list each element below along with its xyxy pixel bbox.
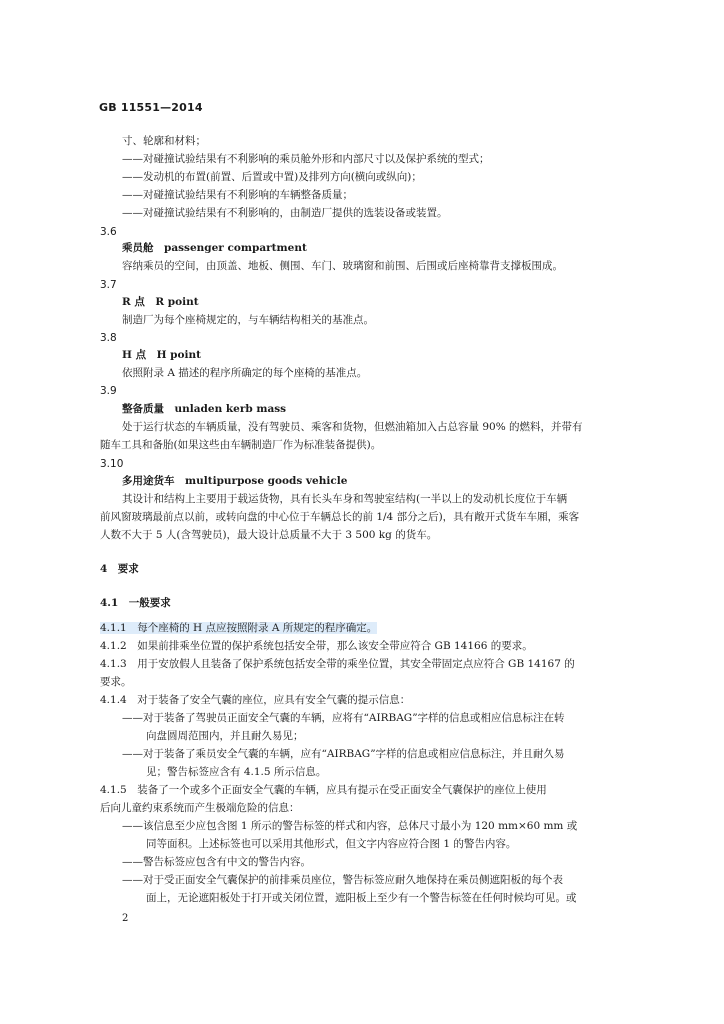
- requirement-text: 4.1.2 如果前排乘坐位置的保护系统包括安全带，那么该安全带应符合 GB 14166 的要求。: [100, 640, 533, 652]
- term-heading: H 点 H point: [122, 349, 201, 361]
- clause-number: 3.8: [100, 332, 117, 344]
- clause-number: 3.6: [100, 226, 117, 238]
- list-item-continuation: 见；警告标签应含有 4.1.5 所示信息。: [146, 766, 327, 778]
- text-line: ——发动机的布置(前置、后置或中置)及排列方向(横向或纵向)；: [122, 171, 422, 183]
- requirement-text: [100, 622, 377, 635]
- list-item: ——对于受正面安全气囊保护的前排乘员座位，警告标签应耐久地保持在乘员侧遮阳板的每个表: [122, 874, 563, 886]
- definition-text: 随车工具和备胎(如果这些由车辆制造厂作为标准装备提供)。: [100, 439, 382, 451]
- term-heading: 乘员舱 passenger compartment: [122, 242, 307, 254]
- requirement-text: 后向儿童约束系统而产生极端危险的信息：: [100, 802, 300, 814]
- clause-number: 3.9: [100, 385, 117, 397]
- list-item: ——警告标签应包含有中文的警告内容。: [122, 856, 311, 868]
- section-heading: 4 要求: [100, 563, 139, 575]
- term-heading: 多用途货车 multipurpose goods vehicle: [122, 475, 348, 487]
- term-heading: 整备质量 unladen kerb mass: [122, 403, 287, 415]
- list-item: ——该信息至少应包含图 1 所示的警告标签的样式和内容，总体尺寸最小为 120 mm×60 mm 或: [122, 820, 578, 832]
- definition-text: 其设计和结构上主要用于载运货物，具有长头车身和驾驶室结构(一半以上的发动机长度位于车辆: [122, 493, 568, 505]
- definition-text: 前风窗玻璃最前点以前，或转向盘的中心位于车辆总长的前 1/4 部分之后)，具有敞开式货车车厢，乘客: [100, 511, 580, 523]
- text-line: ——对碰撞试验结果有不利影响的乘员舱外形和内部尺寸以及保护系统的型式；: [122, 153, 490, 165]
- definition-text: 制造厂为每个座椅规定的，与车辆结构相关的基准点。: [122, 314, 374, 326]
- page-number: 2: [122, 913, 129, 924]
- list-item-continuation: 面上，无论遮阳板处于打开或关闭位置，遮阳板上至少有一个警告标签在任何时候均可见。或: [146, 892, 577, 904]
- text-line: ——对碰撞试验结果有不利影响的，由制造厂提供的选装设备或装置。: [122, 207, 448, 219]
- requirement-text: 4.1.5 装备了一个或多个正面安全气囊的车辆，应具有提示在受正面安全气囊保护的座位上使用: [100, 784, 547, 796]
- clause-number: 3.7: [100, 279, 117, 291]
- list-item-continuation: 同等面积。上述标签也可以采用其他形式，但文字内容应符合图 1 的警告内容。: [146, 838, 517, 850]
- requirement-text: 要求。: [100, 676, 132, 688]
- list-item: ——对于装备了驾驶员正面安全气囊的车辆，应将有“AIRBAG”字样的信息或相应信息标注在转: [122, 712, 565, 724]
- clause-number: 3.10: [100, 458, 124, 470]
- text-line: 寸、轮廓和材料；: [122, 135, 206, 147]
- requirement-text: 4.1.3 用于安放假人且装备了保护系统包括安全带的乘坐位置，其安全带固定点应符合 GB 14167 的: [100, 658, 575, 670]
- list-item: ——对于装备了乘员安全气囊的车辆，应有“AIRBAG”字样的信息或相应信息标注，并且耐久易: [122, 748, 565, 760]
- list-item-continuation: 向盘圆周范围内，并且耐久易见；: [146, 730, 304, 742]
- definition-text: 处于运行状态的车辆质量，没有驾驶员、乘客和货物，但燃油箱加入占总容量 90% 的燃料，并带有: [122, 421, 583, 433]
- requirement-text: 4.1.4 对于装备了安全气囊的座位，应具有安全气囊的提示信息：: [100, 694, 411, 706]
- term-heading: R 点 R point: [122, 296, 199, 308]
- definition-text: 依照附录 A 描述的程序所确定的每个座椅的基准点。: [122, 367, 368, 379]
- requirement-text-content: 4.1.1 每个座椅的 H 点应按照附录 A 所规定的程序确定。: [100, 622, 378, 634]
- definition-text: 人数不大于 5 人(含驾驶员)，最大设计总质量不大于 3 500 kg 的货车。: [100, 529, 438, 541]
- text-line: ——对碰撞试验结果有不利影响的车辆整备质量；: [122, 189, 353, 201]
- standard-id: GB 11551—2014: [99, 101, 203, 114]
- definition-text: 容纳乘员的空间，由顶盖、地板、侧围、车门、玻璃窗和前围、后围或后座椅靠背支撑板围成。: [122, 260, 563, 272]
- highlight-mark: [100, 622, 377, 634]
- subsection-heading: 4.1 一般要求: [100, 597, 171, 609]
